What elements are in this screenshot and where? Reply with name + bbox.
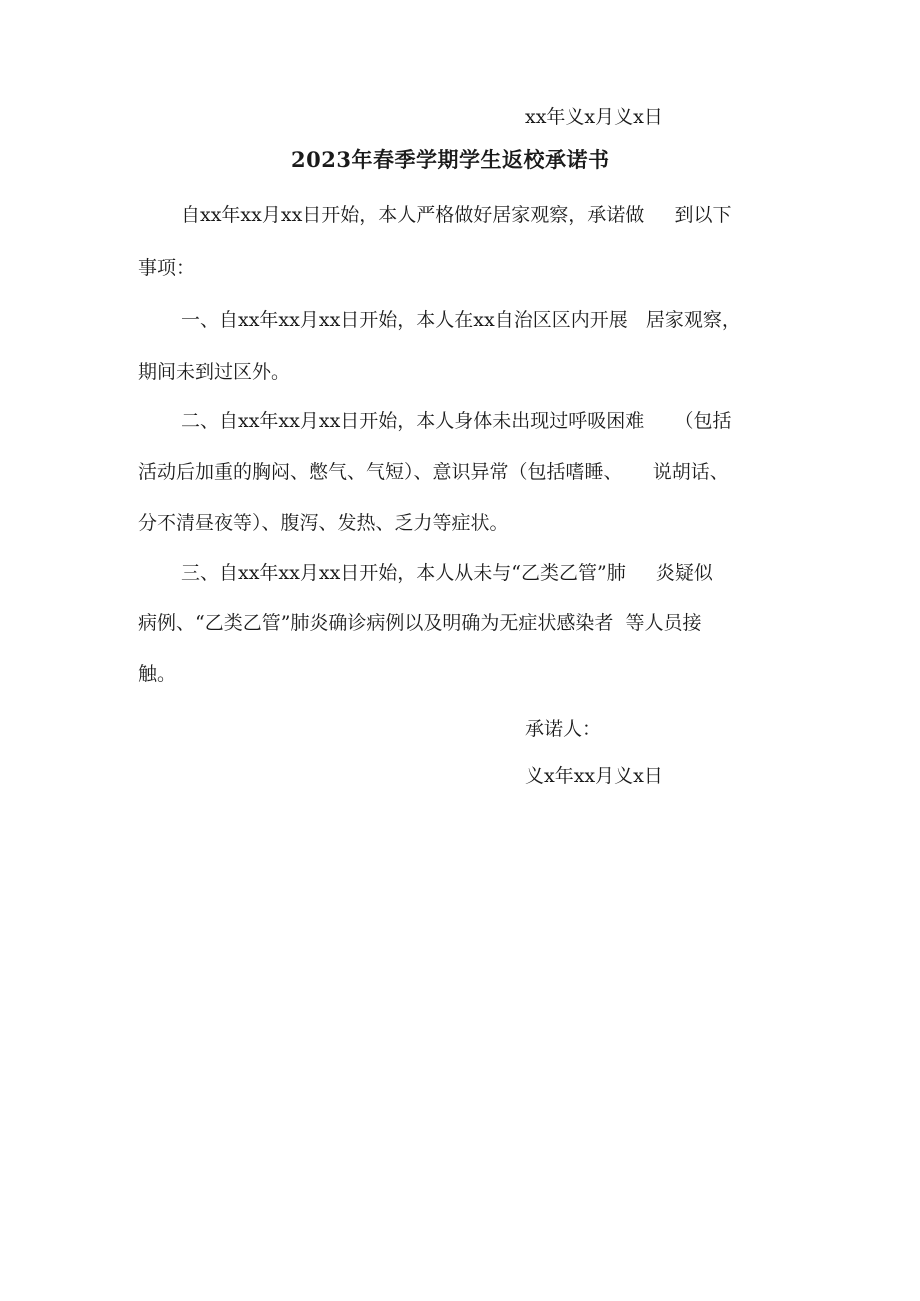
item-3-line-2: 病例、“乙类乙管”肺炎确诊病例以及明确为无症状感染者 等人员接 — [138, 612, 702, 634]
signer-label: 承诺人： — [525, 718, 602, 740]
item-2-line-2: 活动后加重的胸闷、憋气、气短）、意识异常（包括嗜睡、 说胡话、 — [138, 461, 729, 483]
top-date: xx年义x月义x日 — [525, 106, 663, 128]
intro-line-1: 自xx年xx月xx日开始，本人严格做好居家观察，承诺做 到以下 — [181, 204, 732, 226]
item-3-line-3: 触。 — [138, 663, 177, 685]
page-title: 2023年春季学期学生返校承诺书 — [291, 147, 610, 172]
item-3-line-1: 三、自xx年xx月xx日开始，本人从未与“乙类乙管”肺 炎疑似 — [181, 562, 713, 584]
bottom-date: 义x年xx月义x日 — [525, 765, 663, 787]
item-1-line-1: 一、自xx年xx月xx日开始，本人在xx自治区区内开展 居家观察， — [181, 309, 741, 331]
intro-line-2: 事项： — [138, 257, 196, 279]
item-2-line-1: 二、自xx年xx月xx日开始，本人身体未出现过呼吸困难 （包括 — [181, 410, 732, 432]
item-2-line-3: 分不清昼夜等）、腹泻、发热、乏力等症状。 — [138, 512, 509, 534]
item-1-line-2: 期间未到过区外。 — [138, 361, 291, 383]
